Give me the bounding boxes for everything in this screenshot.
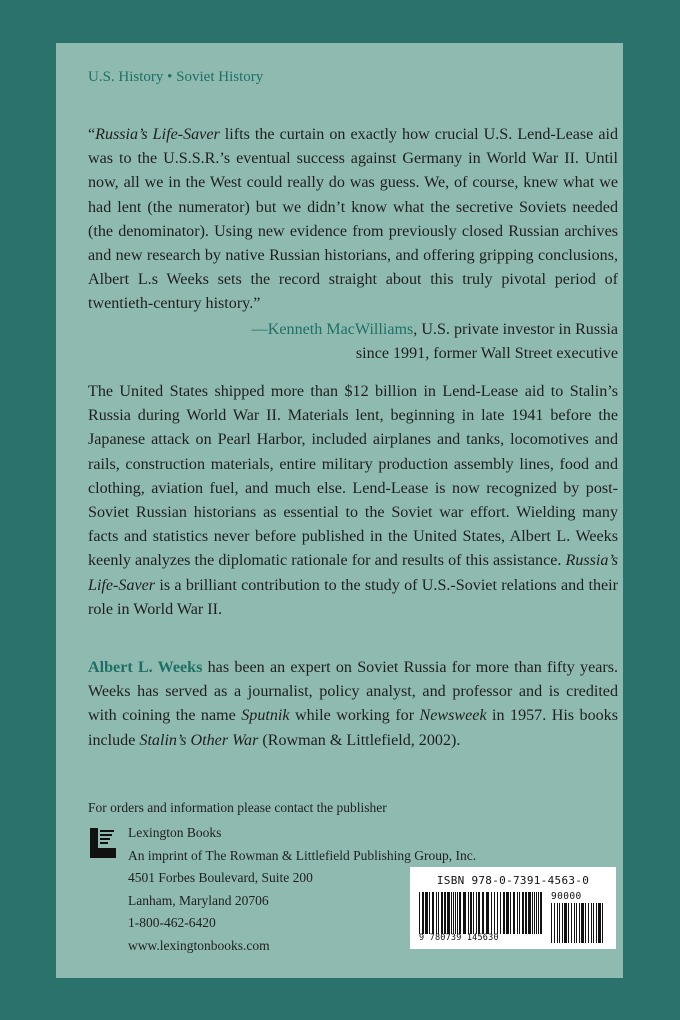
barcode-bar (476, 892, 477, 934)
barcode-bar (425, 892, 428, 934)
barcode-bar (585, 903, 586, 943)
description-ending: is a brilliant contribution to the study of U.S.-Soviet relations and their role in World War II. (88, 576, 618, 618)
barcode-bar (593, 903, 594, 943)
book-description (88, 380, 618, 622)
barcode-bar (591, 903, 592, 943)
barcode-bar (540, 892, 542, 934)
endorsement-quote (88, 123, 618, 317)
barcode-bar (436, 892, 437, 934)
publisher-street: 4501 Forbes Boulevard, Suite 200 (128, 870, 313, 885)
barcode-bar (422, 892, 424, 934)
barcode-bar (568, 903, 569, 943)
barcode-bar (571, 903, 572, 943)
publisher-imprint: An imprint of The Rowman & Littlefield Publishing Group, Inc. (128, 847, 477, 863)
barcode-bar (522, 892, 524, 934)
description-body: The United States shipped more than $12 billion in Lend-Lease aid to Stalin’s Russia during World War II. Materials lent, beginning in late 1941 before the Japanese attack on Pearl Harbor, included airplanes and tanks, locomotives and rails, construction materials, entire military production assembly lines, food and clothing, aviation fuel, and much else. Lend-Lease is now recognized by post-Soviet Russian historians as essential to the Soviet war effort. Wielding many facts and statistics never before published in the United States, Albert L. Weeks keenly analyzes the diplomatic rationale for and results of this assistance. (88, 383, 618, 570)
ean-barcode-bars (419, 892, 543, 934)
barcode-bar (497, 892, 498, 934)
barcode-bar (455, 892, 456, 934)
barcode-bar (494, 892, 495, 934)
quote-attribution (88, 318, 618, 366)
quote-body: lifts the curtain on exactly how crucial U.S. Lend-Lease aid was to the U.S.S.R.’s eventual success against Germany in World War II. Until now, all we in the West could really do was guess. We, of course, knew what we had lent (the numerator) but we didn’t know what the secretive Soviets needed (the denominator). Using new evidence from previously closed Russian archives and new research by native Russian historians, and offering gripping conclusions, Albert L.s Weeks sets the record straight about this truly pivotal period of twentieth-century history.” (88, 126, 618, 313)
orders-line: For orders and information please contact the publisher (88, 800, 387, 815)
barcode-bar (538, 892, 539, 934)
description-book-title: Russia’s Life-Saver (88, 552, 618, 594)
publisher-city: Lanham, Maryland 20706 (128, 892, 269, 908)
barcode-bar (503, 892, 505, 934)
barcode-bar (500, 892, 501, 934)
quote-book-title: Russia’s Life-Saver (95, 126, 220, 143)
barcode-bar (598, 903, 601, 943)
barcode-bar (562, 903, 563, 943)
barcode-bar (438, 892, 439, 934)
author-bio (88, 656, 618, 753)
barcode-bar (468, 892, 469, 934)
barcode-bar (457, 892, 458, 934)
publisher-name: Lexington Books (128, 825, 222, 840)
bio-text-1: has been an expert on Soviet Russia for more than fifty years. Weeks has served as a journalist, policy analyst, and professor and is credited with coining the name (88, 659, 618, 725)
price-barcode-bars (551, 903, 607, 943)
barcode-bar (473, 892, 474, 934)
barcode-bar (551, 903, 552, 943)
lexington-books-logo-icon (88, 826, 118, 862)
bio-italic-book: Stalin’s Other War (139, 731, 259, 749)
attribution-line-1 (88, 318, 618, 342)
barcode-bar (517, 892, 518, 934)
publisher-website: www.lexingtonbooks.com (128, 937, 270, 953)
barcode-bar (576, 903, 577, 943)
barcode-bar (491, 892, 492, 934)
back-cover-panel (56, 43, 623, 978)
bio-text-2: while working for (289, 707, 420, 725)
barcode-bar (510, 892, 511, 934)
barcode-bar (532, 892, 533, 934)
barcode-bar (444, 892, 446, 934)
bio-text-3: in 1957. His books include (88, 707, 618, 749)
quote-open: “ (88, 126, 96, 143)
barcode-bar (463, 892, 466, 934)
barcode-bar (482, 892, 484, 934)
barcode-bar (419, 892, 420, 934)
barcode-bar (447, 892, 450, 934)
barcode-bar (459, 892, 461, 934)
category-label: U.S. History • Soviet History (88, 69, 264, 85)
attribution-dash: — (251, 321, 268, 338)
isbn-barcode (410, 867, 616, 949)
barcode-bar (534, 892, 535, 934)
barcode-bar (588, 903, 589, 943)
barcode-bar (453, 892, 454, 934)
publisher-phone: 1-800-462-6420 (128, 915, 216, 930)
barcode-bar (525, 892, 527, 934)
barcode-bar (506, 892, 509, 934)
barcode-bar (554, 903, 555, 943)
barcode-bar (596, 903, 597, 943)
barcode-bar (559, 903, 560, 943)
barcode-bar (429, 892, 430, 934)
attribution-name: Kenneth MacWilliams (267, 321, 414, 338)
bio-italic-newsweek: Newsweek (419, 707, 487, 725)
attribution-line-2: since 1991, former Wall Street executive (355, 345, 618, 363)
barcode-bar (451, 892, 452, 934)
barcode-bar (536, 892, 537, 934)
barcode-bar (564, 903, 567, 943)
barcode-bar (581, 903, 584, 943)
barcode-bar (557, 903, 558, 943)
price-code: 90000 (551, 891, 582, 902)
barcode-digits: 9 780739 145630 (419, 933, 499, 943)
barcode-bar (478, 892, 480, 934)
barcode-bar (519, 892, 520, 934)
isbn-label: ISBN 978-0-7391-4563-0 (436, 874, 590, 887)
barcode-bar (513, 892, 515, 934)
barcode-bar (486, 892, 489, 934)
barcode-bar (432, 892, 434, 934)
barcode-bar (602, 903, 603, 943)
bio-text-4: (Rowman & Littlefield, 2002). (258, 731, 461, 749)
attribution-role: , U.S. private investor in Russia (413, 321, 618, 338)
bio-italic-sputnik: Sputnik (241, 707, 290, 725)
barcode-bar (441, 892, 443, 934)
barcode-bar (574, 903, 575, 943)
author-name: Albert L. Weeks (88, 659, 203, 676)
barcode-bar (579, 903, 580, 943)
barcode-bar (528, 892, 531, 934)
barcode-bar (470, 892, 472, 934)
